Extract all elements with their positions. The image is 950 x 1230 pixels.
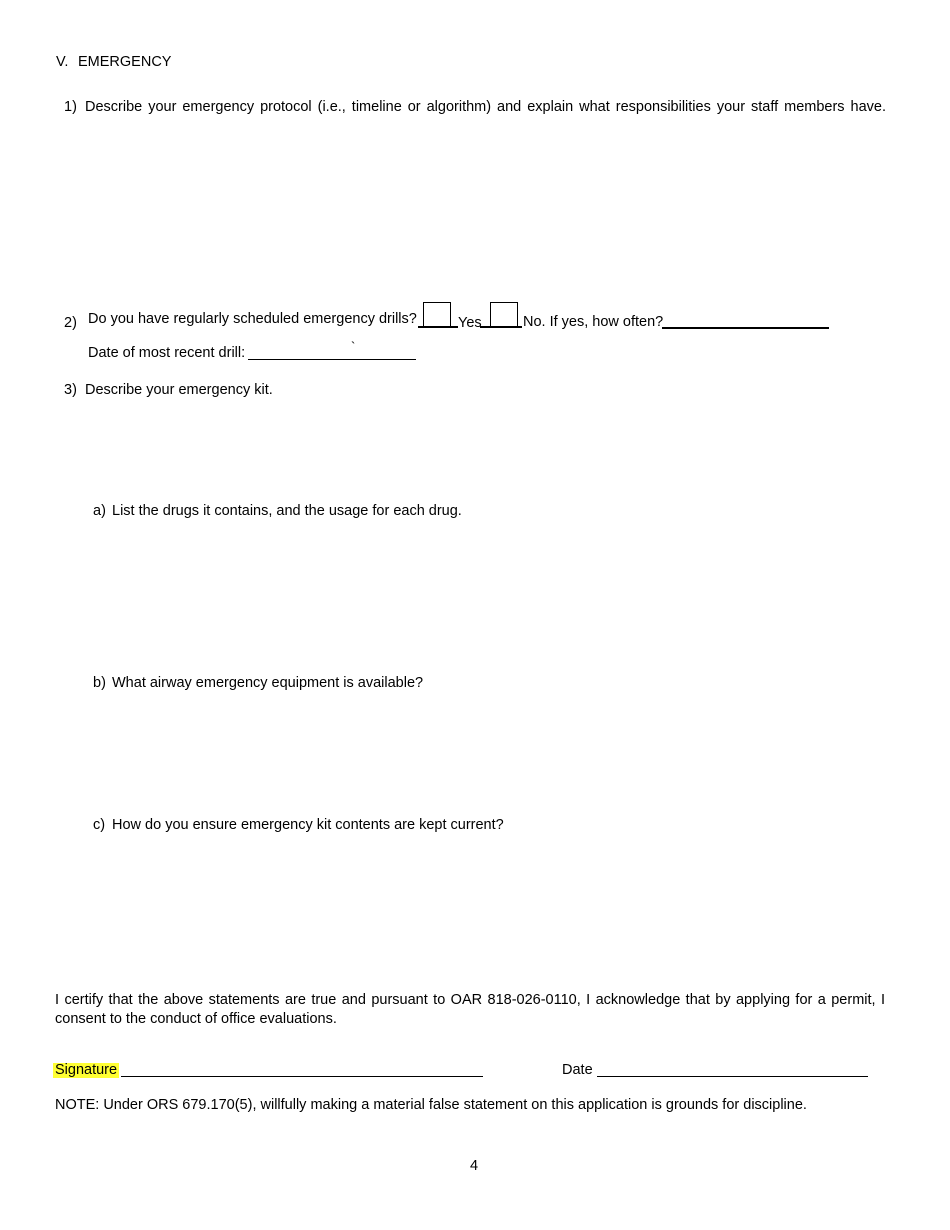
drill-frequency-field[interactable] bbox=[662, 327, 829, 329]
yes-checkbox[interactable] bbox=[423, 302, 451, 328]
page-number: 4 bbox=[470, 1158, 479, 1174]
date-field[interactable] bbox=[597, 1076, 868, 1077]
q3-number: 3) bbox=[64, 382, 77, 398]
signature-field[interactable] bbox=[121, 1076, 483, 1077]
no-underline bbox=[480, 326, 522, 328]
no-label: No. If yes, how often? bbox=[523, 314, 664, 330]
q3a-text: List the drugs it contains, and the usage for each drug. bbox=[112, 503, 462, 519]
q3c-number: c) bbox=[93, 817, 106, 833]
signature-label: Signature bbox=[55, 1062, 118, 1078]
no-checkbox[interactable] bbox=[490, 302, 518, 328]
yes-underline bbox=[418, 326, 458, 328]
q3b-number: b) bbox=[93, 675, 106, 691]
note-text: NOTE: Under ORS 679.170(5), willfully making a material false statement on this application is grounds for discipline. bbox=[55, 1097, 807, 1113]
drill-date-label: Date of most recent drill: bbox=[88, 345, 246, 361]
q3b-text: What airway emergency equipment is available? bbox=[112, 675, 424, 691]
yes-label: Yes bbox=[458, 315, 482, 331]
stray-mark: ` bbox=[351, 339, 356, 354]
q3a-number: a) bbox=[93, 503, 106, 519]
certification-text: I certify that the above statements are true and pursuant to OAR 818-026-0110, I acknowledge that by applying for a permit, I consent to the conduct of office evaluations. bbox=[55, 992, 885, 1027]
date-label: Date bbox=[562, 1062, 593, 1078]
q2-text: Do you have regularly scheduled emergency drills? bbox=[88, 311, 417, 327]
section-title: EMERGENCY bbox=[78, 54, 172, 70]
q2-number: 2) bbox=[64, 315, 77, 331]
q3c-text: How do you ensure emergency kit contents are kept current? bbox=[112, 817, 504, 833]
section-number: V. bbox=[56, 54, 69, 70]
q3-text: Describe your emergency kit. bbox=[85, 382, 273, 398]
q1-text: Describe your emergency protocol (i.e., timeline or algorithm) and explain what responsibilities your staff members have. bbox=[85, 99, 886, 115]
drill-date-field[interactable] bbox=[248, 359, 416, 360]
q1-number: 1) bbox=[64, 99, 77, 115]
